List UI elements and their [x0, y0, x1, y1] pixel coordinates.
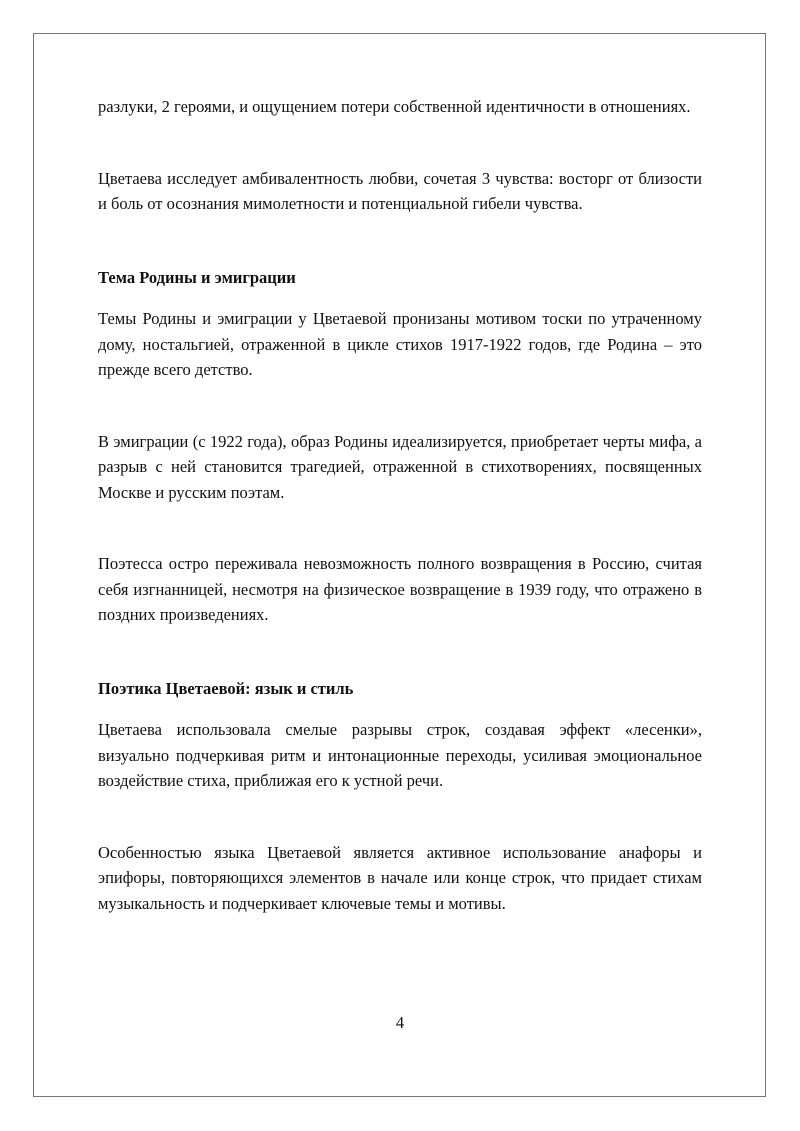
paragraph-homeland-3: Поэтесса остро переживала невозможность полного возвращения в Россию, считая себя изгнанницей, несмотря на физическое возвращение в 1939 году, что отражено в поздних произведениях.	[98, 554, 702, 624]
paragraph-homeland-2: В эмиграции (с 1922 года), образ Родины идеализируется, приобретает черты мифа, а разрыв с ней становится трагедией, отраженной в стихотворениях, посвященных Москве и русским поэтам.	[98, 431, 702, 502]
paragraph-intro-2: Цветаева исследует амбивалентность любви, сочетая 3 чувства: восторг от близости и боль от осознания мимолетности и потенциальной гибели чувства.	[98, 168, 702, 213]
paragraph-poetics-1: Цветаева использовала смелые разрывы строк, создавая эффект «лесенки», визуально подчеркивая ритм и интонационные переходы, усиливая эмоциональное воздействие стиха, приближая его к устной речи.	[98, 720, 702, 790]
section-heading-homeland: Тема Родины и эмиграции	[98, 267, 296, 287]
document-body	[98, 94, 702, 916]
paragraph-intro-1: разлуки, 2 героями, и ощущением потери собственной идентичности в отношениях.	[98, 97, 691, 116]
paragraph-homeland-1: Темы Родины и эмиграции у Цветаевой пронизаны мотивом тоски по утраченному дому, ностальгией, отраженной в цикле стихов 1917-1922 годов, где Родина – это прежде всего детство.	[98, 309, 702, 379]
section-heading-poetics: Поэтика Цветаевой: язык и стиль	[98, 678, 354, 698]
page-number: 4	[395, 1013, 405, 1032]
paragraph-poetics-2: Особенностью языка Цветаевой является активное использование анафоры и эпифоры, повторяющихся элементов в начале или конце строк, что придает стихам музыкальность и подчеркивает ключевые темы и мотивы.	[98, 842, 702, 913]
